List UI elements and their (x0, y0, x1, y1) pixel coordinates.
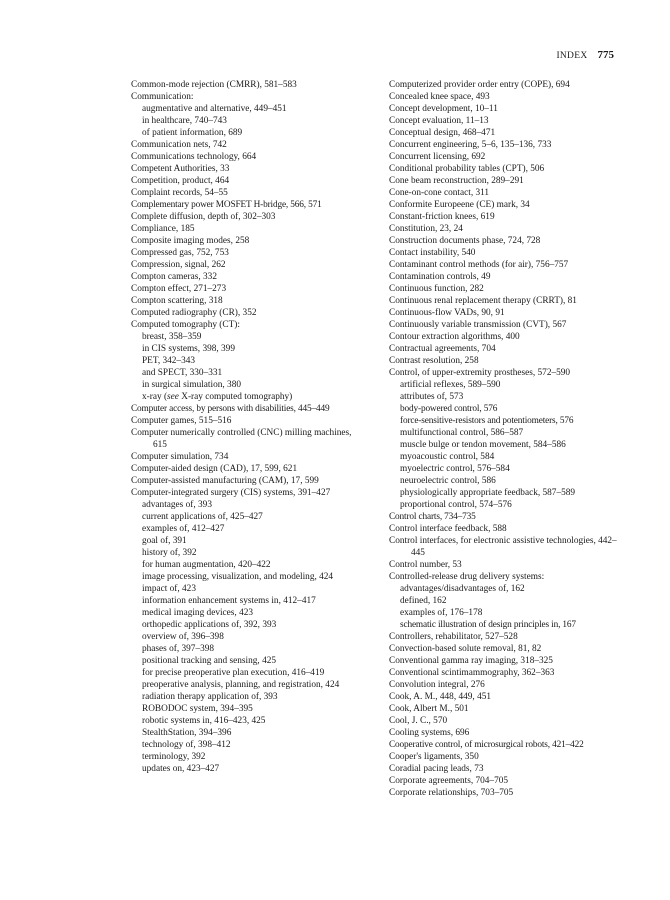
index-subentry: overview of, 396–398 (142, 632, 224, 642)
index-subentry: advantages of, 393 (142, 500, 212, 510)
index-subentry: proportional control, 574–576 (400, 500, 512, 510)
index-entry: Contour extraction algorithms, 400 (389, 332, 520, 342)
index-subentry: StealthStation, 394–396 (142, 728, 232, 738)
index-entry: Cooperative control, of microsurgical robots, 421–422 (389, 740, 584, 750)
index-entry: Compression, signal, 262 (131, 260, 226, 270)
index-entry: Concurrent engineering, 5–6, 135–136, 733 (389, 140, 552, 150)
index-entry: Competition, product, 464 (131, 176, 230, 186)
index-entry: Computer simulation, 734 (131, 452, 229, 462)
index-subentry: history of, 392 (142, 548, 197, 558)
index-entry: Computer numerically controlled (CNC) milling machines, 615 (131, 428, 352, 450)
index-subentry: attributes of, 573 (400, 392, 464, 402)
index-subentry: technology of, 398–412 (142, 740, 231, 750)
index-subentry: schematic illustration of design principles in, 167 (400, 620, 576, 630)
index-subentry: multifunctional control, 586–587 (400, 428, 524, 438)
index-subentry: in surgical simulation, 380 (142, 380, 241, 390)
index-entry: Cook, A. M., 448, 449, 451 (389, 692, 492, 702)
index-column-right (389, 79, 629, 799)
index-entry: Composite imaging modes, 258 (131, 236, 250, 246)
index-entry: Computer-aided design (CAD), 17, 599, 621 (131, 464, 298, 474)
index-entry: Compton scattering, 318 (131, 296, 223, 306)
index-entry: Controlled-release drug delivery systems: (389, 572, 545, 582)
index-entry: Computed tomography (CT): (131, 320, 240, 330)
index-subentry: PET, 342–343 (142, 356, 196, 366)
index-entry: Concept development, 10–11 (389, 104, 498, 114)
index-entry: Compton cameras, 332 (131, 272, 217, 282)
index-subentry: impact of, 423 (142, 584, 196, 594)
index-entry: Cooper's ligaments, 350 (389, 752, 479, 762)
index-entry: Concept evaluation, 11–13 (389, 116, 489, 126)
index-subentry: in healthcare, 740–743 (142, 116, 227, 126)
index-entry: Concurrent licensing, 692 (389, 152, 486, 162)
index-entry: Cone-on-cone contact, 311 (389, 188, 490, 198)
index-entry: Control, of upper-extremity prostheses, 572–590 (389, 368, 571, 378)
index-entry: Controllers, rehabilitator, 527–528 (389, 632, 518, 642)
index-subentry: for human augmentation, 420–422 (142, 560, 271, 570)
index-subentry: muscle bulge or tendon movement, 584–586 (400, 440, 566, 450)
index-entry: Competent Authorities, 33 (131, 164, 230, 174)
index-entry: Constitution, 23, 24 (389, 224, 463, 234)
index-entry: Corporate relationships, 703–705 (389, 788, 514, 798)
index-entry: Contractual agreements, 704 (389, 344, 496, 354)
index-entry: Communication nets, 742 (131, 140, 227, 150)
index-entry: Communication: (131, 92, 194, 102)
index-subentry: robotic systems in, 416–423, 425 (142, 716, 266, 726)
index-subentry: in CIS systems, 398, 399 (142, 344, 235, 354)
index-entry: Contrast resolution, 258 (389, 356, 479, 366)
index-subentry: breast, 358–359 (142, 332, 202, 342)
index-subentry: positional tracking and sensing, 425 (142, 656, 277, 666)
index-entry: Common-mode rejection (CMRR), 581–583 (131, 80, 297, 90)
index-column-left (131, 79, 367, 775)
index-subentry: current applications of, 425–427 (142, 512, 263, 522)
index-entry: Continuously variable transmission (CVT), 567 (389, 320, 567, 330)
index-entry: Coradial pacing leads, 73 (389, 764, 484, 774)
index-entry: Concealed knee space, 493 (389, 92, 490, 102)
index-subentry: information enhancement systems in, 412–417 (142, 596, 316, 606)
index-entry: Computerized provider order entry (COPE), 694 (389, 80, 570, 90)
index-entry: Conceptual design, 468–471 (389, 128, 496, 138)
index-entry: Contact instability, 540 (389, 248, 476, 258)
index-entry: Control charts, 734–735 (389, 512, 476, 522)
index-entry: Contaminant control methods (for air), 756–757 (389, 260, 569, 270)
index-entry: Conditional probability tables (CPT), 506 (389, 164, 545, 174)
index-entry: Complaint records, 54–55 (131, 188, 228, 198)
index-entry: Computed radiography (CR), 352 (131, 308, 257, 318)
index-subentry: orthopedic applications of, 392, 393 (142, 620, 277, 630)
page-number: 775 (597, 49, 614, 61)
index-entry: Constant-friction knees, 619 (389, 212, 495, 222)
index-subentry: phases of, 397–398 (142, 644, 215, 654)
index-subentry: of patient information, 689 (142, 128, 243, 138)
index-entry: Control interfaces, for electronic assistive technologies, 442–445 (389, 536, 617, 558)
index-entry: Computer access, by persons with disabilities, 445–449 (131, 404, 330, 414)
index-entry: Cone beam reconstruction, 289–291 (389, 176, 524, 186)
index-entry: Control number, 53 (389, 560, 462, 570)
index-subentry: physiologically appropriate feedback, 587–589 (400, 488, 576, 498)
index-subentry: augmentative and alternative, 449–451 (142, 104, 287, 114)
index-entry: Construction documents phase, 724, 728 (389, 236, 541, 246)
index-entry: Cook, Albert M., 501 (389, 704, 469, 714)
index-entry: Complete diffusion, depth of, 302–303 (131, 212, 276, 222)
index-entry: Cool, J. C., 570 (389, 716, 448, 726)
index-subentry: preoperative analysis, planning, and registration, 424 (142, 680, 340, 690)
index-subentry: ROBODOC system, 394–395 (142, 704, 253, 714)
index-subentry: and SPECT, 330–331 (142, 368, 223, 378)
index-subentry: x-ray (see X-ray computed tomography) (142, 392, 293, 402)
index-subentry: neuroelectric control, 586 (400, 476, 496, 486)
index-entry: Convolution integral, 276 (389, 680, 485, 690)
page-header (556, 49, 614, 61)
index-entry: Computer games, 515–516 (131, 416, 232, 426)
index-entry: Complementary power MOSFET H-bridge, 566, 571 (131, 200, 322, 210)
index-subentry: terminology, 392 (142, 752, 206, 762)
index-subentry: goal of, 391 (142, 536, 187, 546)
index-entry: Compton effect, 271–273 (131, 284, 227, 294)
index-entry: Computer-integrated surgery (CIS) systems, 391–427 (131, 488, 331, 498)
index-subentry: body-powered control, 576 (400, 404, 498, 414)
index-subentry: updates on, 423–427 (142, 764, 220, 774)
index-entry: Convection-based solute removal, 81, 82 (389, 644, 542, 654)
index-entry: Control interface feedback, 588 (389, 524, 507, 534)
index-subentry: myoacoustic control, 584 (400, 452, 495, 462)
index-subentry: image processing, visualization, and modeling, 424 (142, 572, 334, 582)
index-subentry: force-sensitive-resistors and potentiometers, 576 (400, 416, 574, 426)
index-entry: Communications technology, 664 (131, 152, 257, 162)
index-subentry: myoelectric control, 576–584 (400, 464, 510, 474)
index-entry: Conventional scintimammography, 362–363 (389, 668, 555, 678)
index-subentry: defined, 162 (400, 596, 447, 606)
running-head: INDEX (556, 51, 588, 61)
index-subentry: medical imaging devices, 423 (142, 608, 254, 618)
index-entry: Compressed gas, 752, 753 (131, 248, 229, 258)
index-entry: Conformite Europeene (CE) mark, 34 (389, 200, 530, 210)
index-entry: Cooling systems, 696 (389, 728, 470, 738)
index-entry: Continuous function, 282 (389, 284, 484, 294)
index-subentry: advantages/disadvantages of, 162 (400, 584, 525, 594)
index-entry: Continuous-flow VADs, 90, 91 (389, 308, 505, 318)
index-entry: Compliance, 185 (131, 224, 195, 234)
index-subentry: for precise preoperative plan execution, 416–419 (142, 668, 325, 678)
index-entry: Conventional gamma ray imaging, 318–325 (389, 656, 553, 666)
index-entry: Corporate agreements, 704–705 (389, 776, 509, 786)
index-entry: Continuous renal replacement therapy (CRRT), 81 (389, 296, 577, 306)
index-subentry: radiation therapy application of, 393 (142, 692, 278, 702)
index-subentry: examples of, 176–178 (400, 608, 483, 618)
index-subentry: artificial reflexes, 589–590 (400, 380, 501, 390)
index-entry: Computer-assisted manufacturing (CAM), 17, 599 (131, 476, 319, 486)
index-subentry: examples of, 412–427 (142, 524, 225, 534)
index-entry: Contamination controls, 49 (389, 272, 491, 282)
